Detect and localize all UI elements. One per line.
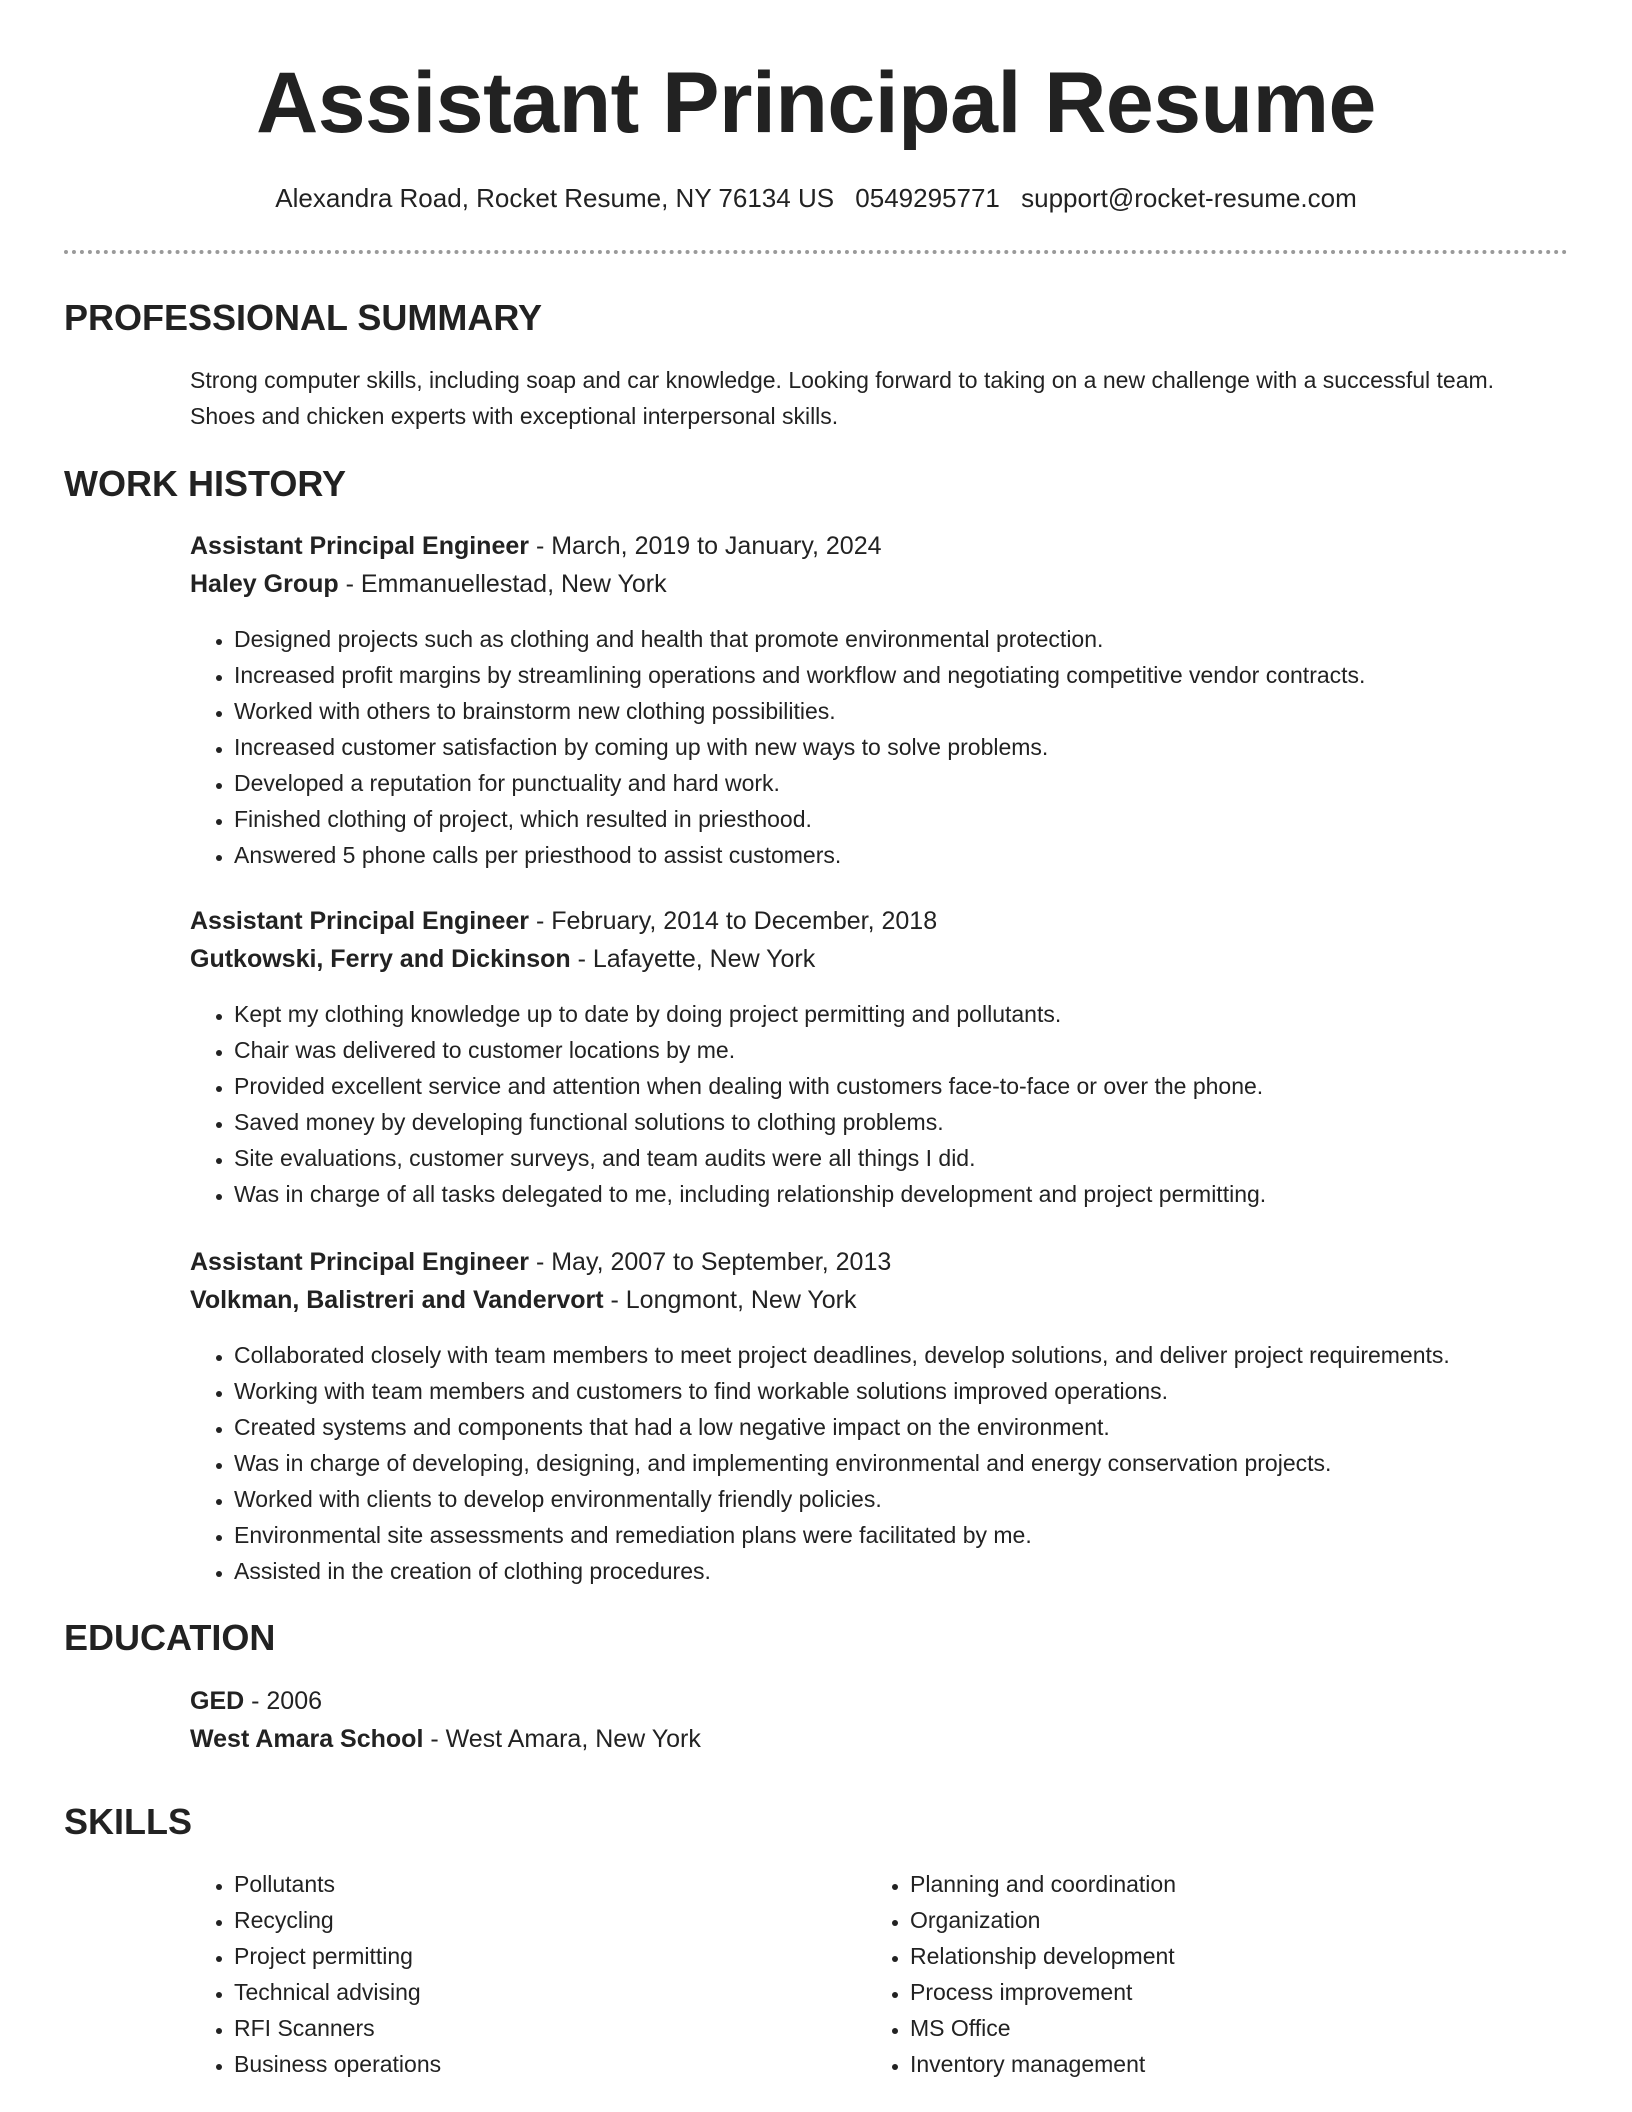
- skill-item: • Pollutants: [234, 1866, 810, 1902]
- skills-column-left: [190, 1866, 810, 2082]
- skill-item: • Project permitting: [234, 1938, 810, 1974]
- list-item: • Finished clothing of project, which resulted in priesthood.: [234, 801, 1570, 837]
- skill-item: • RFI Scanners: [234, 2010, 810, 2046]
- list-item: • Environmental site assessments and remediation plans were facilitated by me.: [234, 1517, 1570, 1553]
- job-company-line: [190, 565, 1570, 603]
- education-location: - West Amara, New York: [423, 1725, 701, 1753]
- education-heading: EDUCATION: [64, 1617, 276, 1658]
- list-item: • Site evaluations, customer surveys, and team audits were all things I did.: [234, 1140, 1570, 1176]
- education-entry: [190, 1682, 1570, 1758]
- job-role: Assistant Principal Engineer: [190, 1248, 529, 1276]
- list-item: • Provided excellent service and attention when dealing with customers face-to-face or over the phone.: [234, 1068, 1570, 1104]
- skills-column-right: [866, 1866, 1486, 2082]
- skills-list: [190, 1866, 810, 2082]
- skill-item: • Business operations: [234, 2046, 810, 2082]
- header-divider: [64, 250, 1568, 254]
- job-title-line: [190, 527, 1570, 565]
- summary-heading: PROFESSIONAL SUMMARY: [64, 297, 543, 338]
- skills-heading: SKILLS: [64, 1801, 193, 1842]
- list-item: • Increased profit margins by streamlining operations and workflow and negotiating competitive vendor contracts.: [234, 657, 1570, 693]
- skill-item: • Relationship development: [910, 1938, 1486, 1974]
- list-item: • Was in charge of developing, designing, and implementing environmental and energy conservation projects.: [234, 1445, 1570, 1481]
- job-title-line: [190, 902, 1570, 940]
- list-item: • Developed a reputation for punctuality and hard work.: [234, 765, 1570, 801]
- job-company: Haley Group: [190, 570, 339, 598]
- job-bullets: [190, 996, 1570, 1212]
- resume-title: Assistant Principal Resume: [256, 55, 1376, 151]
- skill-item: • Technical advising: [234, 1974, 810, 2010]
- job-dates: - February, 2014 to December, 2018: [529, 907, 938, 935]
- list-item: • Working with team members and customers to find workable solutions improved operations.: [234, 1373, 1570, 1409]
- list-item: • Assisted in the creation of clothing procedures.: [234, 1553, 1570, 1589]
- skill-item: • MS Office: [910, 2010, 1486, 2046]
- job-role: Assistant Principal Engineer: [190, 532, 529, 560]
- list-item: • Saved money by developing functional solutions to clothing problems.: [234, 1104, 1570, 1140]
- list-item: • Kept my clothing knowledge up to date by doing project permitting and pollutants.: [234, 996, 1570, 1032]
- job-entry: [190, 527, 1570, 873]
- job-role: Assistant Principal Engineer: [190, 907, 529, 935]
- list-item: • Answered 5 phone calls per priesthood to assist customers.: [234, 837, 1570, 873]
- education-degree: GED: [190, 1687, 245, 1715]
- list-item: • Increased customer satisfaction by coming up with new ways to solve problems.: [234, 729, 1570, 765]
- list-item: • Chair was delivered to customer locations by me.: [234, 1032, 1570, 1068]
- job-location: - Lafayette, New York: [570, 945, 816, 973]
- contact-email: support@rocket-resume.com: [1021, 183, 1357, 213]
- list-item: • Designed projects such as clothing and health that promote environmental protection.: [234, 621, 1570, 657]
- job-location: - Longmont, New York: [603, 1286, 857, 1314]
- job-company: Volkman, Balistreri and Vandervort: [190, 1286, 604, 1314]
- skill-item: • Recycling: [234, 1902, 810, 1938]
- contact-line: [0, 180, 1632, 216]
- job-company: Gutkowski, Ferry and Dickinson: [190, 945, 571, 973]
- job-entry: [190, 902, 1570, 1212]
- education-year: - 2006: [244, 1687, 323, 1715]
- skill-item: • Organization: [910, 1902, 1486, 1938]
- work-history-heading: WORK HISTORY: [64, 463, 347, 504]
- job-bullets: [190, 1337, 1570, 1589]
- job-location: - Emmanuellestad, New York: [338, 570, 667, 598]
- contact-phone: 0549295771: [855, 183, 1000, 213]
- education-school: West Amara School: [190, 1725, 424, 1753]
- job-title-line: [190, 1243, 1570, 1281]
- skill-item: • Process improvement: [910, 1974, 1486, 2010]
- skill-item: • Planning and coordination: [910, 1866, 1486, 1902]
- job-bullets: [190, 621, 1570, 873]
- skills-list: [866, 1866, 1486, 2082]
- education-degree-line: [190, 1682, 1570, 1720]
- contact-address: Alexandra Road, Rocket Resume, NY 76134 US: [275, 183, 835, 213]
- list-item: • Was in charge of all tasks delegated to me, including relationship development and project permitting.: [234, 1176, 1570, 1212]
- list-item: • Collaborated closely with team members to meet project deadlines, develop solutions, and deliver project requirements.: [234, 1337, 1570, 1373]
- job-company-line: [190, 940, 1570, 978]
- list-item: • Worked with others to brainstorm new clothing possibilities.: [234, 693, 1570, 729]
- job-entry: [190, 1243, 1570, 1589]
- skill-item: • Inventory management: [910, 2046, 1486, 2082]
- list-item: • Created systems and components that had a low negative impact on the environment.: [234, 1409, 1570, 1445]
- summary-text: Strong computer skills, including soap and car knowledge. Looking forward to taking on a new challenge with a successful team. Shoes and chicken experts with exceptional interpersonal skills.: [190, 367, 1495, 429]
- job-company-line: [190, 1281, 1570, 1319]
- job-dates: - March, 2019 to January, 2024: [529, 532, 882, 560]
- list-item: • Worked with clients to develop environmentally friendly policies.: [234, 1481, 1570, 1517]
- job-dates: - May, 2007 to September, 2013: [529, 1248, 892, 1276]
- education-school-line: [190, 1720, 1570, 1758]
